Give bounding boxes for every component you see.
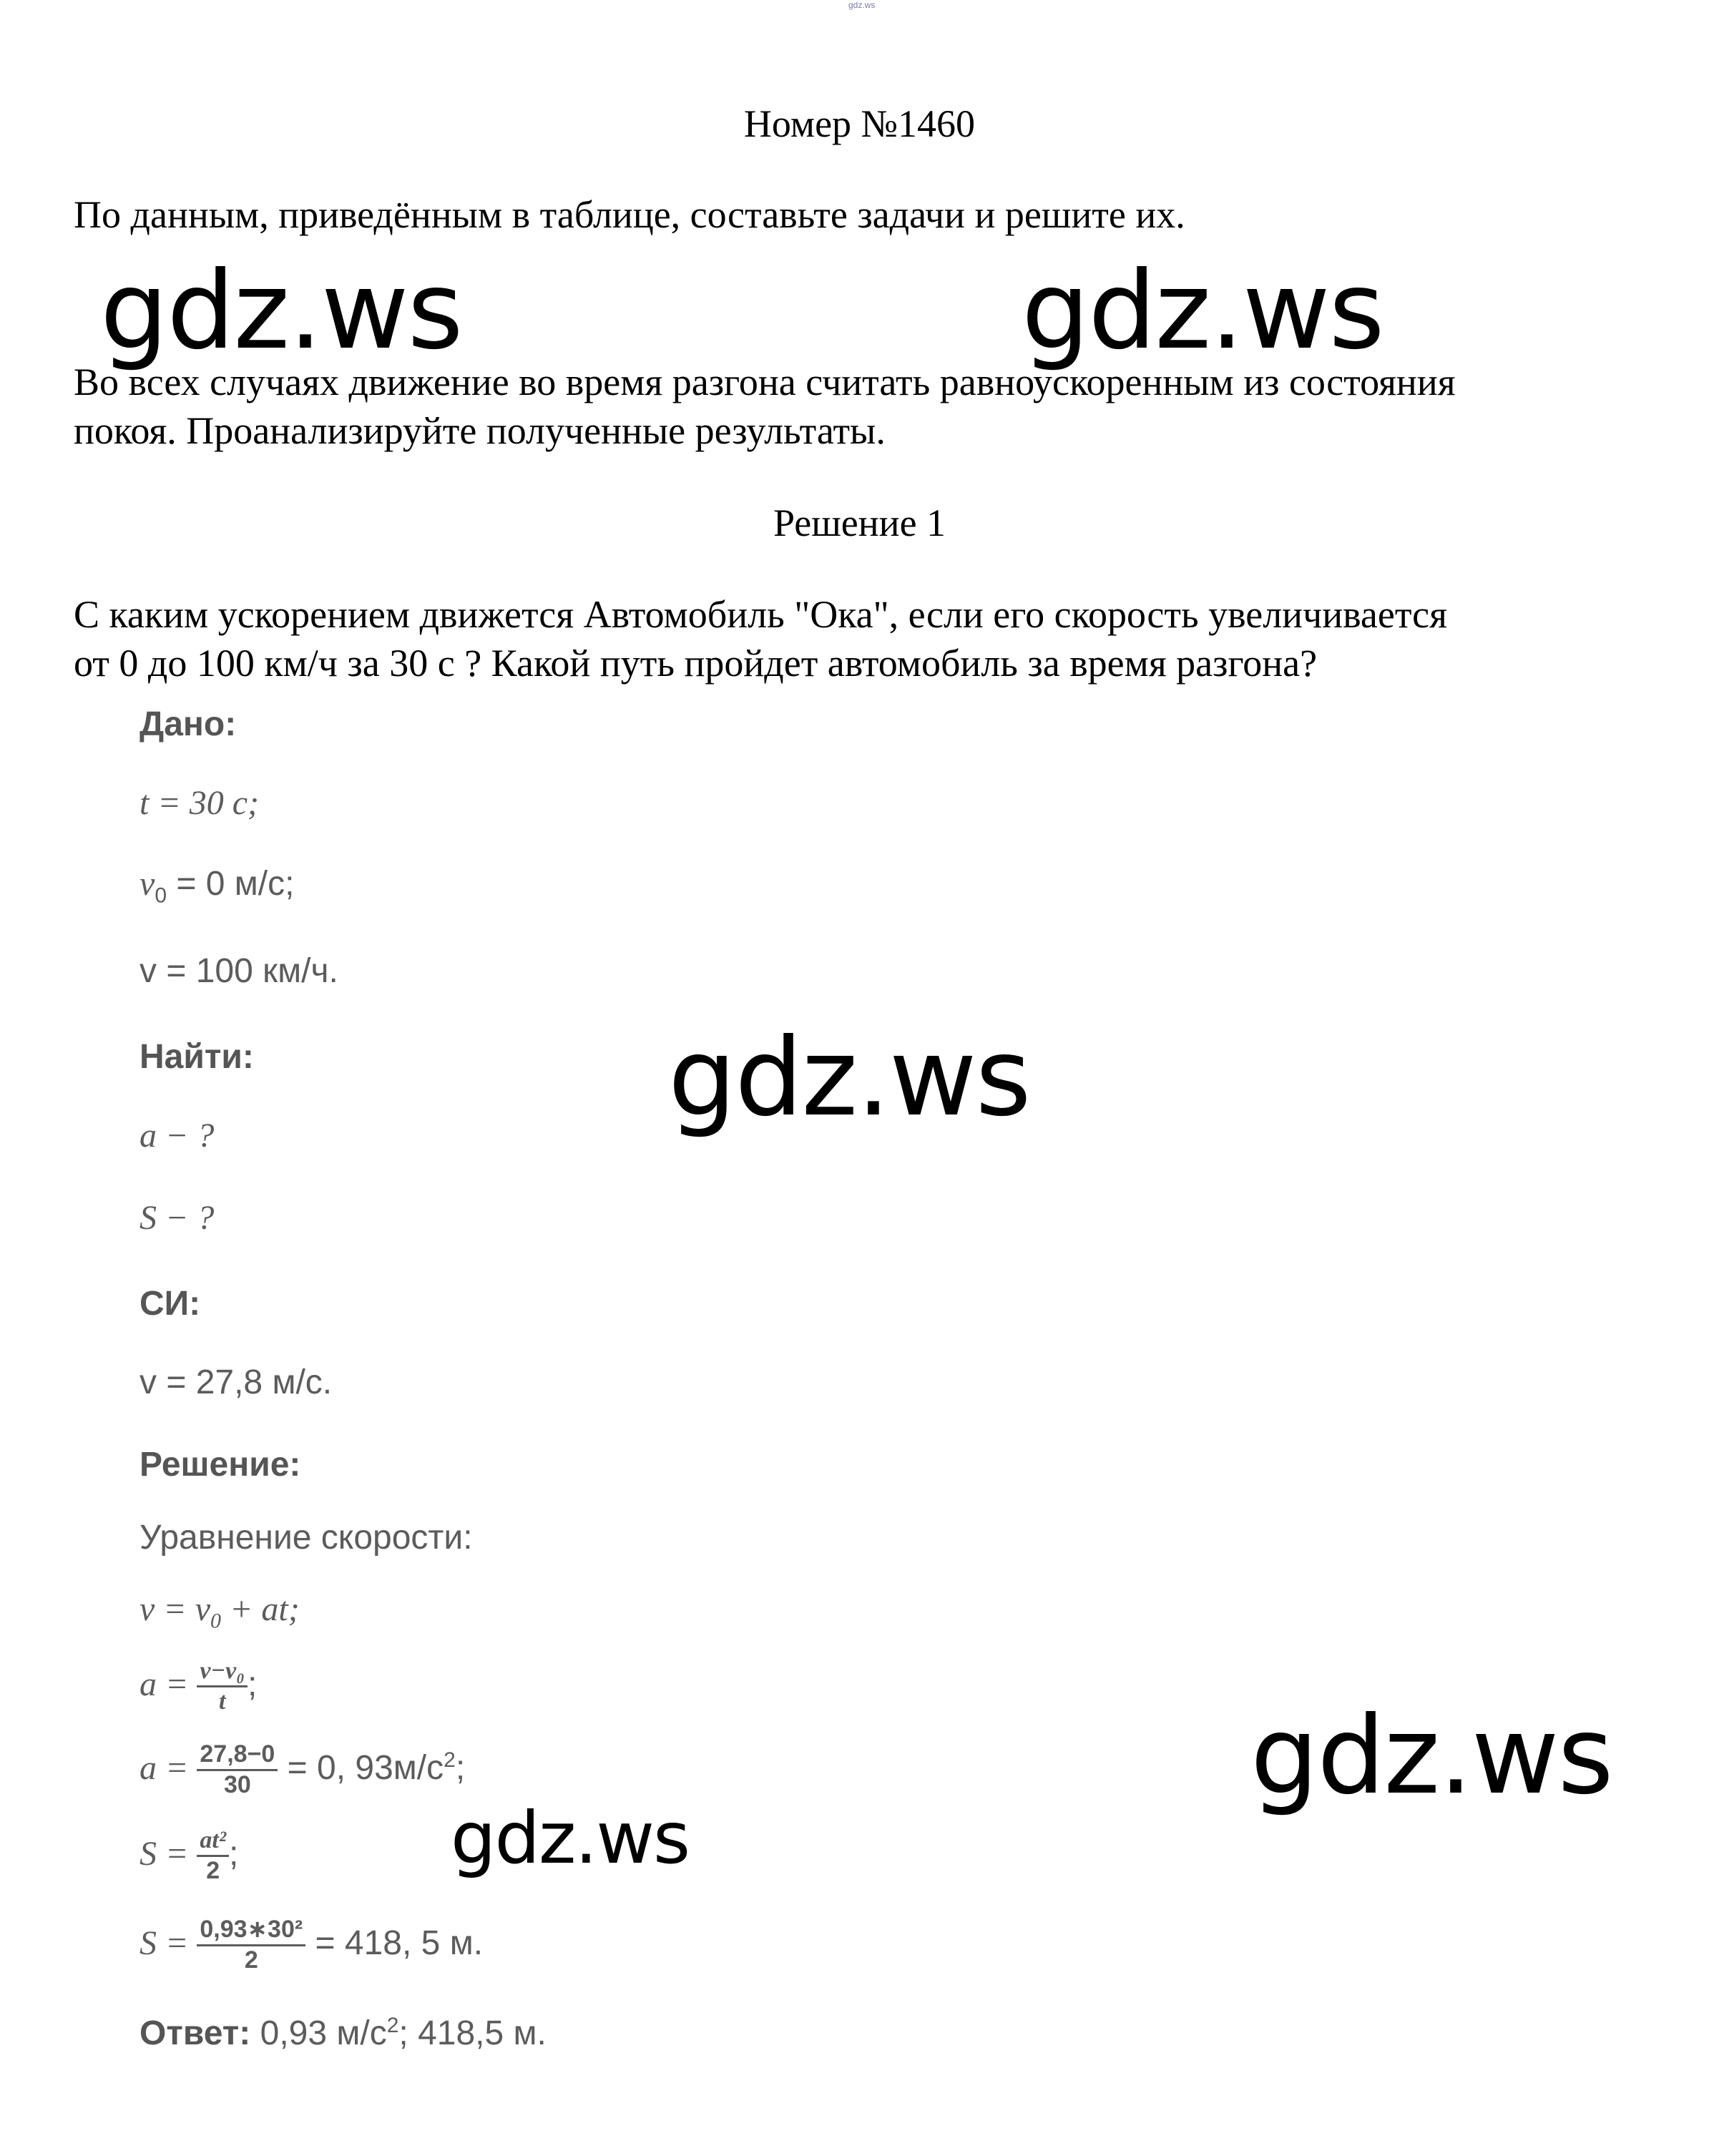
find-distance: S − ? xyxy=(139,1199,215,1237)
watermark-text: gdz.ws xyxy=(1250,1694,1612,1818)
given-initial-velocity: $v_0 = 0$ м/с; xyxy=(139,865,295,908)
page-title: Номер №1460 xyxy=(743,102,976,145)
equation-velocity: $v = v_0$ + at; xyxy=(139,1590,300,1633)
watermark-text: gdz.ws xyxy=(1022,249,1383,373)
watermark-text: gdz.ws xyxy=(100,249,462,373)
equation-distance-value: S = $\frac{\text{0,93∗30²}}{2}$ = 418, 5 м. xyxy=(139,1916,484,1974)
solution-label: Решение: xyxy=(139,1446,301,1484)
header-watermark: gdz.ws xyxy=(848,0,876,10)
task-condition-line2: покоя. Проанализируйте полученные результаты. xyxy=(74,409,886,452)
watermark-text: gdz.ws xyxy=(451,1796,690,1880)
task-condition-line1: Во всех случаях движение во время разгона считать равноускоренным из состояния xyxy=(74,361,1456,403)
si-velocity: v = 27,8 м/с. xyxy=(139,1363,333,1401)
answer-line: Ответ: 0,93 $м/с^2$; 418,5 м. xyxy=(139,2014,547,2052)
given-label: Дано: xyxy=(139,705,237,743)
solution-heading: Решение 1 xyxy=(773,501,946,544)
equation-acceleration-value: a = $\frac{27,8-0}{30}$ = 0, $93м/с^2$; xyxy=(139,1740,466,1798)
velocity-equation-label: Уравнение скорости: xyxy=(139,1519,473,1557)
find-acceleration: a − ? xyxy=(139,1117,215,1155)
equation-acceleration-formula: a = $\frac{\text{v−v₀}}{t}$ ; xyxy=(139,1657,258,1715)
given-time: t = 30 c; xyxy=(139,784,260,822)
given-velocity: v = 100 км/ч. xyxy=(139,952,338,990)
find-label: Найти: xyxy=(139,1038,254,1076)
watermark-text: gdz.ws xyxy=(668,1016,1030,1140)
equation-distance-formula: S = $\frac{\text{at²}}{2}$ ; xyxy=(139,1827,239,1884)
problem-line2: от 0 до 100 км/ч за 30 с ? Какой путь пройдет автомобиль за время разгона? xyxy=(74,642,1318,685)
problem-line1: С каким ускорением движется Автомобиль "Ока", если его скорость увеличивается xyxy=(74,593,1447,636)
task-intro-text: По данным, приведённым в таблице, составьте задачи и решите их. xyxy=(74,193,1185,236)
si-label: СИ: xyxy=(139,1285,201,1323)
